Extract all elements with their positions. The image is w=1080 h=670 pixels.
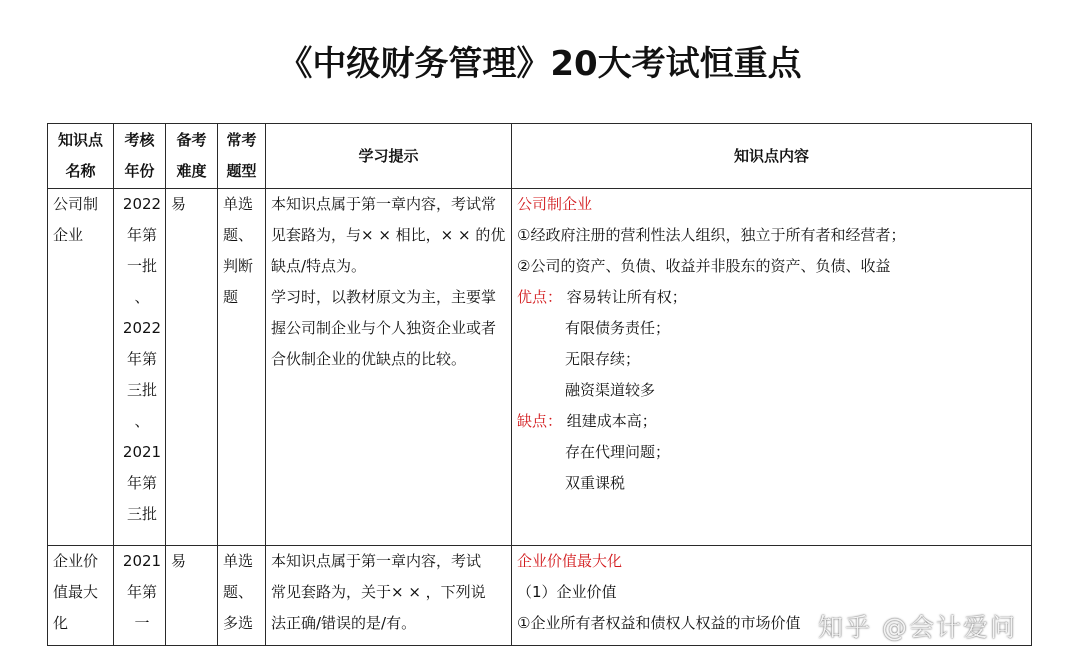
content-heading: 企业价值最大化 bbox=[517, 552, 623, 570]
cell-difficulty: 易 bbox=[166, 189, 218, 546]
disadvantages-label: 缺点： bbox=[517, 412, 563, 430]
cell-difficulty: 易 bbox=[166, 546, 218, 646]
cell-type: 单选 题、 多选 bbox=[218, 546, 266, 646]
header-content: 知识点内容 bbox=[512, 124, 1032, 189]
cell-name: 公司制 企业 bbox=[48, 189, 114, 546]
cell-year: 2022 年第 一批 、 2022 年第 三批 、 2021 年第 三批 bbox=[114, 189, 166, 546]
header-difficulty: 备考 难度 bbox=[166, 124, 218, 189]
content-heading: 公司制企业 bbox=[517, 195, 593, 213]
cell-tips: 本知识点属于第一章内容，考试常 见套路为，与× × 相比，× × 的优 缺点/特点为。 学习时，以教材原文为主，主要掌 握公司制企业与个人独资企业或者 合伙制企业的优缺点的比较。 bbox=[266, 189, 512, 546]
cell-name: 企业价 值最大 化 bbox=[48, 546, 114, 646]
cell-type: 单选 题、 判断 题 bbox=[218, 189, 266, 546]
cell-content: 公司制企业 ①经政府注册的营利性法人组织，独立于所有者和经营者； ②公司的资产、负债、收益并非股东的资产、负债、收益 优点： 容易转让所有权； 有限债务责任； 无限存续； 融资渠道较多 缺点： 组建成本高； 存在代理问题； 双重课税 bbox=[512, 189, 1032, 546]
advantages-first-line: 优点： 容易转让所有权； bbox=[517, 288, 687, 306]
disadvantages-first-line: 缺点： 组建成本高； bbox=[517, 412, 657, 430]
header-year: 考核 年份 bbox=[114, 124, 166, 189]
header-type: 常考 题型 bbox=[218, 124, 266, 189]
page-title: 《中级财务管理》20大考试恒重点 bbox=[278, 44, 802, 84]
header-tips: 学习提示 bbox=[266, 124, 512, 189]
cell-tips: 本知识点属于第一章内容，考试 常见套路为，关于× × ，下列说 法正确/错误的是/有。 bbox=[266, 546, 512, 646]
cell-content: 企业价值最大化 （1）企业价值 ①企业所有者权益和债权人权益的市场价值 bbox=[512, 546, 1032, 646]
header-name: 知识点 名称 bbox=[48, 124, 114, 189]
zhihu-watermark: 知乎 @会计爱问 bbox=[818, 613, 1017, 642]
table-header-row bbox=[48, 124, 1032, 189]
key-points-table bbox=[47, 123, 1032, 646]
advantages-label: 优点： bbox=[517, 288, 563, 306]
cell-year: 2021 年第 一 bbox=[114, 546, 166, 646]
table-row bbox=[48, 189, 1032, 546]
